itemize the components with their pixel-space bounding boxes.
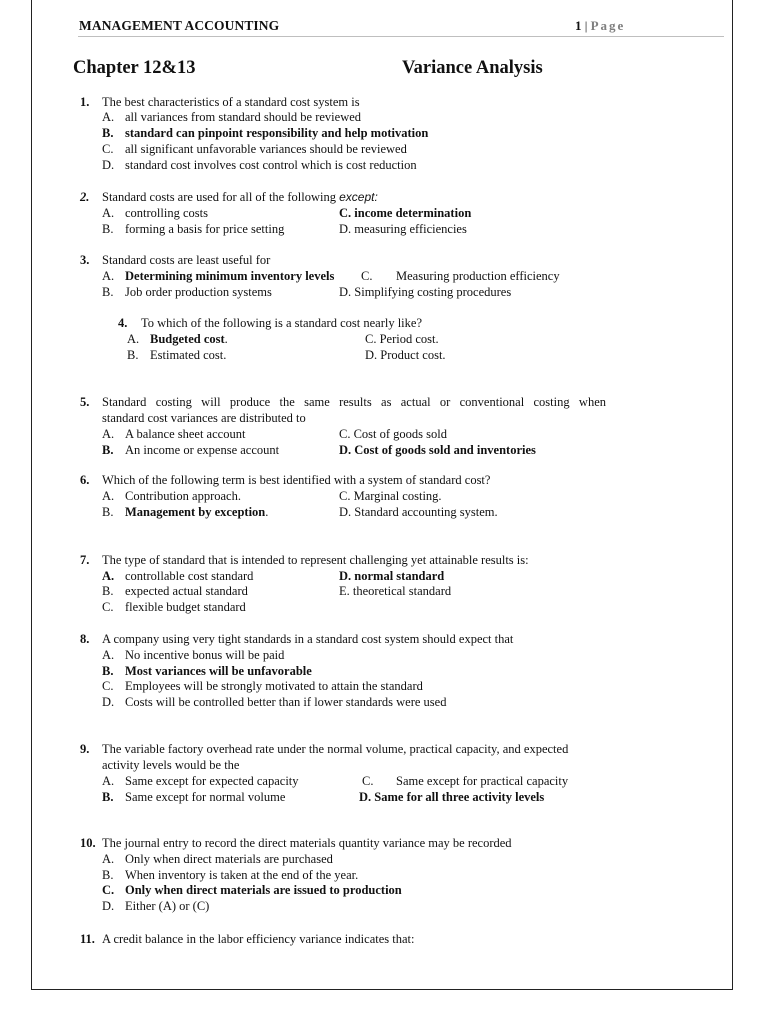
option-letter: B. xyxy=(102,868,114,882)
option-text: controllable cost standard xyxy=(125,569,254,583)
option-punctuation: . xyxy=(224,332,228,346)
question-number: 4. xyxy=(118,316,128,330)
option-text: Contribution approach. xyxy=(125,489,241,503)
question-text-main: Standard costs are used for all of the following xyxy=(102,190,340,204)
option-letter: A. xyxy=(102,427,115,441)
option-letter: B. xyxy=(102,584,114,598)
question-text-continued: activity levels would be the xyxy=(102,758,240,772)
option-text: controlling costs xyxy=(125,206,208,220)
option-answer: D. Cost of goods sold and inventories xyxy=(339,443,536,457)
chapter-title: Chapter 12&13 xyxy=(73,58,196,78)
option-letter: B. xyxy=(102,664,114,678)
question-number: 9. xyxy=(80,742,90,756)
option-letter: B. xyxy=(102,443,114,457)
page-word: Page xyxy=(590,18,626,33)
option-text: C. Period cost. xyxy=(365,332,439,346)
option-answer: D. Same for all three activity levels xyxy=(359,790,545,804)
option-letter: B. xyxy=(102,222,114,236)
option-letter: A. xyxy=(102,206,115,220)
question-text xyxy=(102,190,378,205)
option-letter: A. xyxy=(102,110,115,124)
option-answer: Management by exception xyxy=(125,505,266,519)
option-text: D. measuring efficiencies xyxy=(339,222,467,236)
question-text: Standard costing will produce the same results as actual or conventional costing when xyxy=(102,395,606,409)
option-letter: B. xyxy=(102,505,114,519)
option-text: Either (A) or (C) xyxy=(125,899,210,913)
option-text: standard cost involves cost control which is cost reduction xyxy=(125,158,417,172)
option-text: Costs will be controlled better than if lower standards were used xyxy=(125,695,447,709)
question-number: 8. xyxy=(80,632,90,646)
question-text-continued: standard cost variances are distributed to xyxy=(102,411,306,425)
question-number: 2. xyxy=(80,190,90,204)
option-text: An income or expense account xyxy=(125,443,280,457)
option-letter: B. xyxy=(102,790,114,804)
option-text: all significant unfavorable variances should be reviewed xyxy=(125,142,407,156)
option-text: C. Cost of goods sold xyxy=(339,427,448,441)
option-letter: A. xyxy=(102,648,115,662)
option-answer: Budgeted cost xyxy=(150,332,225,346)
option-letter: C. xyxy=(102,600,114,614)
question-text: The journal entry to record the direct materials quantity variance may be recorded xyxy=(102,836,512,850)
option-letter: C. xyxy=(361,269,373,283)
option-letter: A. xyxy=(102,852,115,866)
option-letter: C. xyxy=(102,883,115,897)
option-text: Job order production systems xyxy=(125,285,272,299)
option-answer: Most variances will be unfavorable xyxy=(125,664,312,678)
option-text: expected actual standard xyxy=(125,584,248,598)
question-number: 1. xyxy=(80,95,90,109)
option-letter: B. xyxy=(102,285,114,299)
option-text: forming a basis for price setting xyxy=(125,222,285,236)
option-text: Same except for practical capacity xyxy=(396,774,569,788)
option-letter: D. xyxy=(102,899,115,913)
question-text: A company using very tight standards in a standard cost system should expect that xyxy=(102,632,514,646)
option-letter: A. xyxy=(102,489,115,503)
option-text: Employees will be strongly motivated to attain the standard xyxy=(125,679,423,693)
option-answer: standard can pinpoint responsibility and help motivation xyxy=(125,126,429,140)
option-text: When inventory is taken at the end of the year. xyxy=(125,868,359,882)
option-text: all variances from standard should be reviewed xyxy=(125,110,362,124)
question-number: 5. xyxy=(80,395,90,409)
option-letter: A. xyxy=(102,774,115,788)
option-answer-line xyxy=(125,505,268,520)
question-number: 7. xyxy=(80,553,90,567)
option-answer: Only when direct materials are issued to production xyxy=(125,883,402,897)
header-course-title: MANAGEMENT ACCOUNTING xyxy=(79,18,280,33)
option-letter: C. xyxy=(102,679,114,693)
option-answer: D. normal standard xyxy=(339,569,445,583)
page-number: 1 xyxy=(575,18,582,33)
option-letter: A. xyxy=(102,569,115,583)
option-answer: C. income determination xyxy=(339,206,472,220)
question-text: To which of the following is a standard cost nearly like? xyxy=(141,316,422,330)
option-letter: C. xyxy=(362,774,374,788)
option-letter: D. xyxy=(102,158,115,172)
option-text: E. theoretical standard xyxy=(339,584,452,598)
question-text: The type of standard that is intended to represent challenging yet attainable results is: xyxy=(102,553,529,567)
question-text: Standard costs are least useful for xyxy=(102,253,271,267)
question-text: Which of the following term is best identified with a system of standard cost? xyxy=(102,473,491,487)
option-text: Estimated cost. xyxy=(150,348,227,362)
option-text: No incentive bonus will be paid xyxy=(125,648,285,662)
question-text: A credit balance in the labor efficiency variance indicates that: xyxy=(102,932,415,946)
option-answer-line xyxy=(150,332,228,347)
header-page-number xyxy=(575,18,625,34)
option-text: Same except for normal volume xyxy=(125,790,286,804)
option-letter: B. xyxy=(102,126,114,140)
chapter-subtitle: Variance Analysis xyxy=(402,58,543,78)
question-number: 3. xyxy=(80,253,90,267)
option-letter: A. xyxy=(127,332,140,346)
option-text: Measuring production efficiency xyxy=(396,269,560,283)
option-text: A balance sheet account xyxy=(125,427,246,441)
option-text: flexible budget standard xyxy=(125,600,246,614)
option-punctuation: . xyxy=(265,505,269,519)
option-letter: A. xyxy=(102,269,115,283)
option-text: Same except for expected capacity xyxy=(125,774,299,788)
question-text: The variable factory overhead rate under the normal volume, practical capacity, and expected xyxy=(102,742,569,756)
question-number: 6. xyxy=(80,473,90,487)
option-text: D. Product cost. xyxy=(365,348,446,362)
option-letter: B. xyxy=(127,348,139,362)
option-letter: C. xyxy=(102,142,114,156)
option-text: Only when direct materials are purchased xyxy=(125,852,333,866)
option-text: D. Standard accounting system. xyxy=(339,505,498,519)
question-text: The best characteristics of a standard cost system is xyxy=(102,95,360,109)
question-number: 11. xyxy=(80,932,95,946)
option-answer: Determining minimum inventory levels xyxy=(125,269,335,283)
header-rule xyxy=(78,36,724,37)
option-text: C. Marginal costing. xyxy=(339,489,442,503)
page-separator: | xyxy=(581,18,591,33)
question-text-emphasis: except: xyxy=(339,190,378,204)
question-number: 10. xyxy=(80,836,96,850)
option-text: D. Simplifying costing procedures xyxy=(339,285,512,299)
option-letter: D. xyxy=(102,695,115,709)
